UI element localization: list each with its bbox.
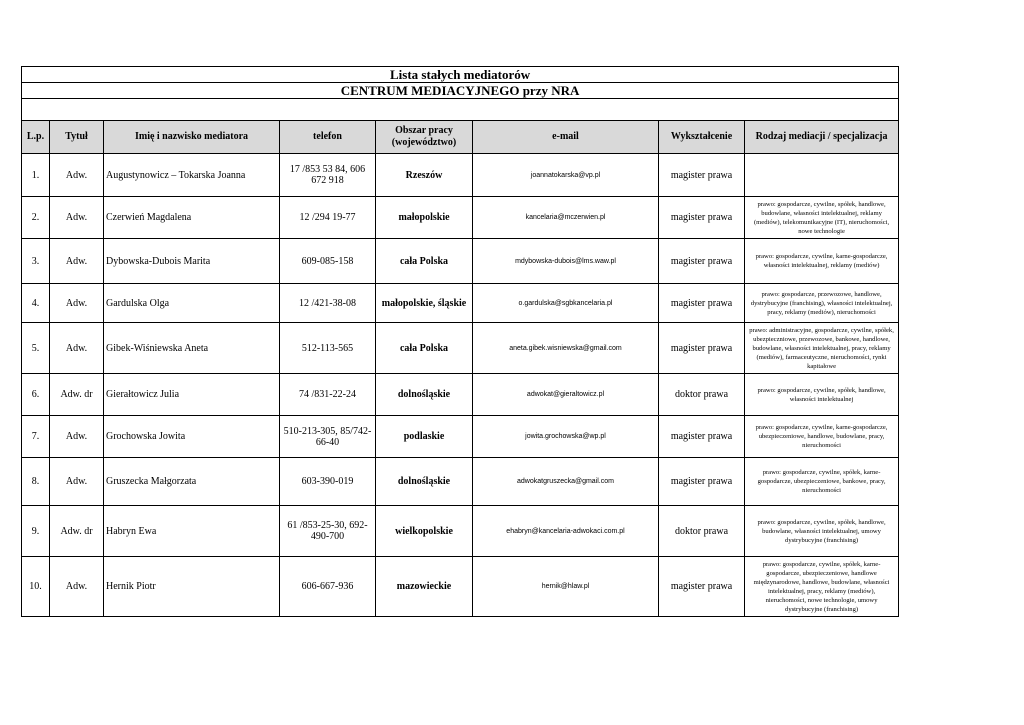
row-title: Adw. — [50, 154, 104, 197]
row-education: magister prawa — [659, 458, 745, 506]
row-specialization: prawo: gospodarcze, cywilne, karne-gospodarcze, własności intelektualnej, reklamy (mediów) — [745, 239, 899, 284]
mediators-table — [21, 66, 899, 617]
row-area: cała Polska — [376, 239, 473, 284]
row-name: Gibek-Wiśniewska Aneta — [104, 323, 280, 374]
row-area: cała Polska — [376, 323, 473, 374]
row-name: Grochowska Jowita — [104, 416, 280, 458]
row-title: Adw. — [50, 284, 104, 323]
row-lp: 3. — [22, 239, 50, 284]
row-name: Habryn Ewa — [104, 506, 280, 557]
row-area: dolnośląskie — [376, 374, 473, 416]
row-lp: 5. — [22, 323, 50, 374]
col-header-title: Tytuł — [50, 121, 104, 154]
table-row — [22, 557, 899, 617]
row-title: Adw. — [50, 557, 104, 617]
row-lp: 6. — [22, 374, 50, 416]
row-name: Czerwień Magdalena — [104, 197, 280, 239]
row-lp: 7. — [22, 416, 50, 458]
row-lp: 2. — [22, 197, 50, 239]
row-specialization: prawo: gospodarcze, cywilne, spółek, karne-gospodarcze, ubezpieczeniowe, handlowe międzynarodowe, handlowe, budowlane, własności intelektualnej, pracy, reklamy (mediów), nieruchomości, nowe technologie, umowy dystrybucyjne (franchising) — [745, 557, 899, 617]
row-email[interactable]: aneta.gibek.wisniewska@gmail.com — [473, 323, 659, 374]
col-header-lp: L.p. — [22, 121, 50, 154]
row-education: magister prawa — [659, 154, 745, 197]
table-row — [22, 374, 899, 416]
row-lp: 9. — [22, 506, 50, 557]
row-email[interactable]: mdybowska-dubois@lms.waw.pl — [473, 239, 659, 284]
row-area: wielkopolskie — [376, 506, 473, 557]
row-email[interactable]: joannatokarska@vp.pl — [473, 154, 659, 197]
table-row — [22, 458, 899, 506]
row-title: Adw. — [50, 323, 104, 374]
row-specialization: prawo: administracyjne, gospodarcze, cywilne, spółek, ubezpieczniowe, przewozowe, bankowe, handlowe, budowlane, własności intelektualnej, pracy, reklamy (mediów), farmaceutyczne, nieruchomości, rynki kapitałowe — [745, 323, 899, 374]
row-phone: 12 /421-38-08 — [280, 284, 376, 323]
row-education: magister prawa — [659, 416, 745, 458]
row-lp: 8. — [22, 458, 50, 506]
row-email[interactable]: hernik@hlaw.pl — [473, 557, 659, 617]
table-row — [22, 284, 899, 323]
row-email[interactable]: o.gardulska@sgbkancelaria.pl — [473, 284, 659, 323]
row-name: Dybowska-Dubois Marita — [104, 239, 280, 284]
mediators-sheet — [21, 66, 898, 617]
row-area: mazowieckie — [376, 557, 473, 617]
row-lp: 10. — [22, 557, 50, 617]
row-specialization: prawo: gospodarcze, cywilne, spółek, handlowe, budowlane, własności intelektualnej, reklamy (mediów), telekomunikacyjne (IT), nieruchomości, nowe technologie — [745, 197, 899, 239]
row-education: magister prawa — [659, 557, 745, 617]
col-header-education: Wykształcenie — [659, 121, 745, 154]
row-area: Rzeszów — [376, 154, 473, 197]
header-row — [22, 121, 899, 154]
blank-row — [22, 99, 899, 121]
table-row — [22, 154, 899, 197]
row-phone: 606-667-936 — [280, 557, 376, 617]
row-specialization — [745, 154, 899, 197]
row-lp: 4. — [22, 284, 50, 323]
row-name: Gierałtowicz Julia — [104, 374, 280, 416]
row-education: doktor prawa — [659, 374, 745, 416]
row-title: Adw. — [50, 416, 104, 458]
row-area: dolnośląskie — [376, 458, 473, 506]
row-specialization: prawo: gospodarcze, cywilne, karne-gospodarcze, ubezpieczeniowe, handlowe, budowlane, pracy, nieruchomości — [745, 416, 899, 458]
col-header-email: e-mail — [473, 121, 659, 154]
row-education: magister prawa — [659, 239, 745, 284]
row-lp: 1. — [22, 154, 50, 197]
row-education: doktor prawa — [659, 506, 745, 557]
row-title: Adw. dr — [50, 374, 104, 416]
col-header-specialization: Rodzaj mediacji / specjalizacja — [745, 121, 899, 154]
table-row — [22, 416, 899, 458]
row-specialization: prawo: gospodarcze, przewozowe, handlowe, dystrybucyjne (franchising), własności intelektualnej, pracy, reklamy (mediów), nieruchomości — [745, 284, 899, 323]
table-row — [22, 239, 899, 284]
row-education: magister prawa — [659, 197, 745, 239]
col-header-name: Imię i nazwisko mediatora — [104, 121, 280, 154]
row-title: Adw. — [50, 197, 104, 239]
row-phone: 603-390-019 — [280, 458, 376, 506]
list-title: Lista stałych mediatorów — [22, 67, 899, 83]
row-education: magister prawa — [659, 284, 745, 323]
row-title: Adw. — [50, 458, 104, 506]
row-area: małopolskie — [376, 197, 473, 239]
row-phone: 17 /853 53 84, 606 672 918 — [280, 154, 376, 197]
row-email[interactable]: adwokatgruszecka@gmail.com — [473, 458, 659, 506]
row-specialization: prawo: gospodarcze, cywilne, spółek, handlowe, budowlane, własności intelektualnej, umowy dystrybucyjne (franchising) — [745, 506, 899, 557]
row-title: Adw. — [50, 239, 104, 284]
col-header-phone: telefon — [280, 121, 376, 154]
row-name: Gruszecka Małgorzata — [104, 458, 280, 506]
row-name: Gardulska Olga — [104, 284, 280, 323]
row-phone: 609-085-158 — [280, 239, 376, 284]
row-name: Augustynowicz – Tokarska Joanna — [104, 154, 280, 197]
col-header-area: Obszar pracy (województwo) — [376, 121, 473, 154]
row-area: małopolskie, śląskie — [376, 284, 473, 323]
row-education: magister prawa — [659, 323, 745, 374]
row-email[interactable]: jowita.grochowska@wp.pl — [473, 416, 659, 458]
table-row — [22, 323, 899, 374]
row-email[interactable]: adwokat@gieraltowicz.pl — [473, 374, 659, 416]
row-phone: 61 /853-25-30, 692-490-700 — [280, 506, 376, 557]
row-title: Adw. dr — [50, 506, 104, 557]
row-email[interactable]: ehabryn@kancelaria-adwokaci.com.pl — [473, 506, 659, 557]
table-row — [22, 506, 899, 557]
row-specialization: prawo: gospodarcze, cywilne, spółek, handlowe, własności intelektualnej — [745, 374, 899, 416]
row-phone: 510-213-305, 85/742-66-40 — [280, 416, 376, 458]
row-name: Hernik Piotr — [104, 557, 280, 617]
table-row — [22, 197, 899, 239]
row-phone: 74 /831-22-24 — [280, 374, 376, 416]
list-subtitle: CENTRUM MEDIACYJNEGO przy NRA — [22, 83, 899, 99]
row-specialization: prawo: gospodarcze, cywilne, spółek, karne-gospodarcze, ubezpieczeniowe, bankowe, pracy, nieruchomości — [745, 458, 899, 506]
row-phone: 512-113-565 — [280, 323, 376, 374]
row-email[interactable]: kancelaria@mczerwien.pl — [473, 197, 659, 239]
row-area: podlaskie — [376, 416, 473, 458]
row-phone: 12 /294 19-77 — [280, 197, 376, 239]
